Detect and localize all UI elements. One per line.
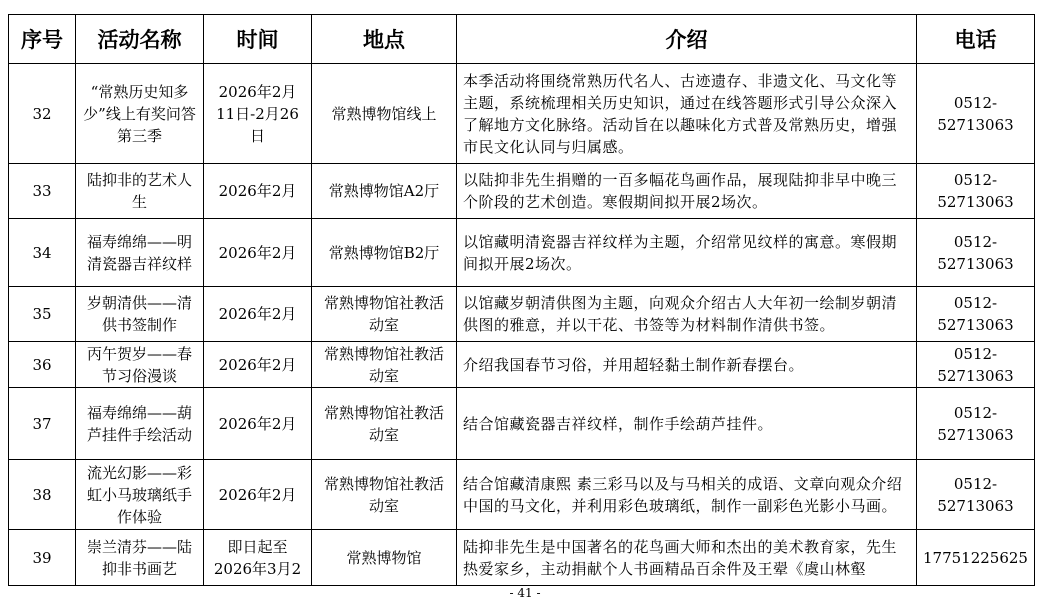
page-number: - 41 - bbox=[509, 586, 541, 600]
cell-name: 流光幻影——彩虹小马玻璃纸手作体验 bbox=[76, 460, 204, 530]
cell-phone: 0512-52713063 bbox=[917, 388, 1035, 460]
column-header-intro: 介绍 bbox=[457, 15, 917, 64]
cell-intro: 以馆藏明清瓷器吉祥纹样为主题，介绍常见纹样的寓意。寒假期间拟开展2场次。 bbox=[457, 219, 917, 287]
table-row bbox=[9, 460, 1035, 530]
cell-no: 38 bbox=[9, 460, 76, 530]
cell-intro: 以陆抑非先生捐赠的一百多幅花鸟画作品，展现陆抑非早中晚三个阶段的艺术创造。寒假期间拟开展2场次。 bbox=[457, 164, 917, 219]
table-row bbox=[9, 164, 1035, 219]
cell-phone: 0512-52713063 bbox=[917, 64, 1035, 164]
cell-time: 2026年2月 bbox=[204, 460, 312, 530]
cell-no: 33 bbox=[9, 164, 76, 219]
table-row bbox=[9, 530, 1035, 586]
cell-no: 35 bbox=[9, 287, 76, 342]
column-header-no: 序号 bbox=[9, 15, 76, 64]
table-row bbox=[9, 219, 1035, 287]
cell-place: 常熟博物馆社教活动室 bbox=[312, 342, 457, 388]
events-table bbox=[8, 14, 1035, 586]
cell-intro: 结合馆藏瓷器吉祥纹样，制作手绘葫芦挂件。 bbox=[457, 388, 917, 460]
cell-name: 福寿绵绵——葫芦挂件手绘活动 bbox=[76, 388, 204, 460]
cell-time: 2026年2月 bbox=[204, 219, 312, 287]
table-header-row bbox=[9, 15, 1035, 64]
cell-name: “常熟历史知多少”线上有奖问答第三季 bbox=[76, 64, 204, 164]
cell-phone: 0512-52713063 bbox=[917, 342, 1035, 388]
cell-intro: 陆抑非先生是中国著名的花鸟画大师和杰出的美术教育家，先生热爱家乡，主动捐献个人书画精品百余件及王翚《虞山林壑 bbox=[457, 530, 917, 586]
cell-intro: 本季活动将围绕常熟历代名人、古迹遗存、非遗文化、马文化等主题，系统梳理相关历史知识，通过在线答题形式引导公众深入了解地方文化脉络。活动旨在以趣味化方式普及常熟历史，增强市民文化认同与归属感。 bbox=[457, 64, 917, 164]
cell-name: 陆抑非的艺术人生 bbox=[76, 164, 204, 219]
cell-place: 常熟博物馆B2厅 bbox=[312, 219, 457, 287]
cell-name: 岁朝清供——清供书签制作 bbox=[76, 287, 204, 342]
column-header-place: 地点 bbox=[312, 15, 457, 64]
cell-place: 常熟博物馆社教活动室 bbox=[312, 287, 457, 342]
cell-place: 常熟博物馆线上 bbox=[312, 64, 457, 164]
cell-no: 32 bbox=[9, 64, 76, 164]
table-row bbox=[9, 64, 1035, 164]
table-row bbox=[9, 388, 1035, 460]
cell-time: 2026年2月 bbox=[204, 342, 312, 388]
cell-place: 常熟博物馆社教活动室 bbox=[312, 388, 457, 460]
cell-place: 常熟博物馆 bbox=[312, 530, 457, 586]
cell-phone: 0512-52713063 bbox=[917, 219, 1035, 287]
cell-phone: 0512-52713063 bbox=[917, 164, 1035, 219]
column-header-phone: 电话 bbox=[917, 15, 1035, 64]
cell-intro: 结合馆藏清康熙 素三彩马以及与马相关的成语、文章向观众介绍中国的马文化，并利用彩色玻璃纸，制作一副彩色光影小马画。 bbox=[457, 460, 917, 530]
table-row bbox=[9, 287, 1035, 342]
cell-intro: 以馆藏岁朝清供图为主题，向观众介绍古人大年初一绘制岁朝清供图的雅意，并以干花、书签等为材料制作清供书签。 bbox=[457, 287, 917, 342]
cell-phone: 0512-52713063 bbox=[917, 287, 1035, 342]
cell-phone: 17751225625 bbox=[917, 530, 1035, 586]
cell-no: 36 bbox=[9, 342, 76, 388]
column-header-name: 活动名称 bbox=[76, 15, 204, 64]
cell-name: 丙午贺岁——春节习俗漫谈 bbox=[76, 342, 204, 388]
cell-time: 2026年2月 bbox=[204, 164, 312, 219]
cell-phone: 0512-52713063 bbox=[917, 460, 1035, 530]
cell-place: 常熟博物馆A2厅 bbox=[312, 164, 457, 219]
cell-place: 常熟博物馆社教活动室 bbox=[312, 460, 457, 530]
cell-intro: 介绍我国春节习俗，并用超轻黏土制作新春摆台。 bbox=[457, 342, 917, 388]
cell-no: 34 bbox=[9, 219, 76, 287]
column-header-time: 时间 bbox=[204, 15, 312, 64]
cell-time: 2026年2月11日-2月26日 bbox=[204, 64, 312, 164]
table-row bbox=[9, 342, 1035, 388]
cell-name: 崇兰清芬——陆抑非书画艺 bbox=[76, 530, 204, 586]
cell-time: 即日起至2026年3月2 bbox=[204, 530, 312, 586]
cell-name: 福寿绵绵——明清瓷器吉祥纹样 bbox=[76, 219, 204, 287]
cell-no: 39 bbox=[9, 530, 76, 586]
cell-no: 37 bbox=[9, 388, 76, 460]
cell-time: 2026年2月 bbox=[204, 287, 312, 342]
cell-time: 2026年2月 bbox=[204, 388, 312, 460]
